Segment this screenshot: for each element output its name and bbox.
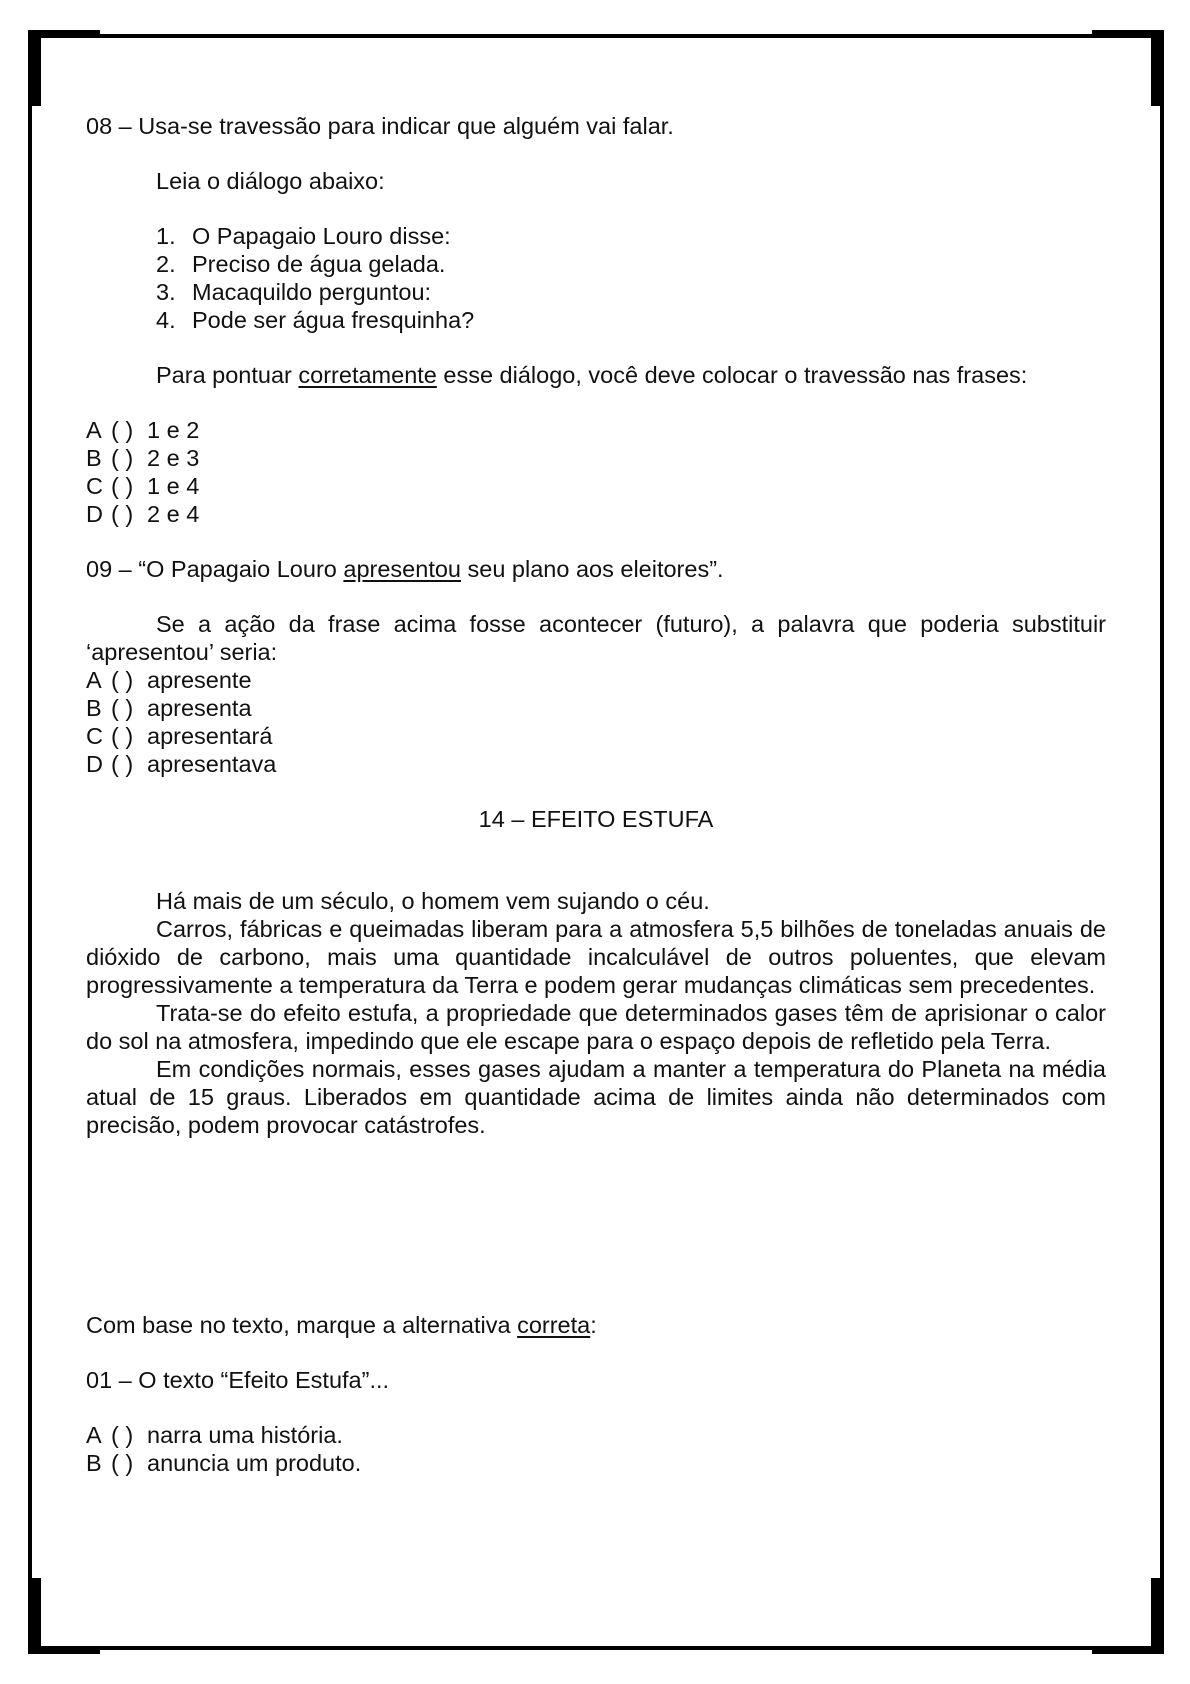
question-08-options (86, 416, 1106, 528)
reading-paragraph: Há mais de um século, o homem vem sujando o céu. (156, 888, 710, 914)
underlined-word: correta (517, 1312, 591, 1338)
underlined-word: corretamente (298, 362, 437, 388)
dialogue-line: 1. O Papagaio Louro disse: (156, 223, 451, 249)
dialogue-line: 2. Preciso de água gelada. (156, 251, 446, 277)
question-09-prompt: Se a ação da frase acima fosse acontecer (futuro), a palavra que poderia substituir ‘apresentou’ seria: (86, 611, 1106, 665)
question-08-heading: 08 – Usa-se travessão para indicar que alguém vai falar. (86, 113, 674, 139)
answer-option-c[interactable]: C ( ) apresentará (86, 723, 273, 749)
document-content (86, 112, 1106, 1477)
corner-top-right (1151, 30, 1164, 106)
dialogue-line: 3. Macaquildo perguntou: (156, 279, 432, 305)
reading-paragraph: Carros, fábricas e queimadas liberam para a atmosfera 5,5 bilhões de toneladas anuais de dióxido de carbono, mais uma quantidade incalculável de outros poluentes, que elevam progressivamente a temperatura da Terra e podem gerar mudanças climáticas sem precedentes. (86, 916, 1106, 998)
instruction-line: Com base no texto, marque a alternativa correta: (86, 1312, 597, 1338)
question-09-options (86, 666, 1106, 778)
answer-checkbox: ( ) (111, 1422, 134, 1448)
question-09 (86, 555, 1106, 778)
corner-cap-bottom-left (28, 1646, 100, 1654)
reading-text (86, 805, 1106, 1139)
answer-checkbox: ( ) (111, 417, 134, 443)
reading-text-title: 14 – EFEITO ESTUFA (478, 806, 714, 832)
corner-top-left (28, 30, 41, 106)
answer-checkbox: ( ) (111, 473, 134, 499)
question-08-intro: Leia o diálogo abaixo: (156, 168, 385, 194)
page-border-left (28, 34, 32, 1650)
corner-bottom-left (28, 1578, 41, 1654)
answer-option-b[interactable]: B ( ) apresenta (86, 695, 252, 721)
answer-checkbox: ( ) (111, 667, 134, 693)
answer-checkbox: ( ) (111, 723, 134, 749)
reading-paragraph: Trata-se do efeito estufa, a propriedade que determinados gases têm de aprisionar o calor do sol na atmosfera, impedindo que ele escape para o espaço depois de refletido pela Terra. (86, 1000, 1106, 1054)
dialogue-list (86, 222, 1106, 334)
dialogue-line: 4. Pode ser água fresquinha? (156, 307, 475, 333)
answer-option-a[interactable]: A ( ) 1 e 2 (86, 417, 200, 443)
answer-checkbox: ( ) (111, 751, 134, 777)
corner-bottom-right (1151, 1578, 1164, 1654)
page-border-bottom (28, 1646, 1164, 1650)
page-border-right (1160, 34, 1164, 1650)
answer-option-a[interactable]: A ( ) narra uma história. (86, 1422, 343, 1448)
answer-option-d[interactable]: D ( ) apresentava (86, 751, 277, 777)
question-01 (86, 1366, 1106, 1477)
question-09-heading: 09 – “O Papagaio Louro apresentou seu plano aos eleitores”. (86, 556, 724, 582)
answer-option-b[interactable]: B ( ) anuncia um produto. (86, 1450, 362, 1476)
answer-option-d[interactable]: D ( ) 2 e 4 (86, 501, 200, 527)
answer-checkbox: ( ) (111, 445, 134, 471)
question-08-prompt: Para pontuar corretamente esse diálogo, você deve colocar o travessão nas frases: (156, 362, 1028, 388)
corner-cap-top-right (1092, 30, 1164, 38)
page-border-top (28, 34, 1164, 38)
reading-paragraph: Em condições normais, esses gases ajudam a manter a temperatura do Planeta na média atual de 15 graus. Liberados em quantidade acima de limites ainda não determinados com precisão, podem provocar catástrofes. (86, 1056, 1106, 1138)
question-01-options (86, 1421, 1106, 1477)
answer-option-b[interactable]: B ( ) 2 e 3 (86, 445, 200, 471)
underlined-word: apresentou (343, 556, 461, 582)
question-08 (86, 112, 1106, 528)
answer-option-c[interactable]: C ( ) 1 e 4 (86, 473, 200, 499)
corner-cap-top-left (28, 30, 100, 38)
answer-checkbox: ( ) (111, 501, 134, 527)
answer-option-a[interactable]: A ( ) apresente (86, 667, 252, 693)
answer-checkbox: ( ) (111, 695, 134, 721)
corner-cap-bottom-right (1092, 1646, 1164, 1654)
question-01-heading: 01 – O texto “Efeito Estufa”... (86, 1367, 390, 1393)
answer-checkbox: ( ) (111, 1450, 134, 1476)
